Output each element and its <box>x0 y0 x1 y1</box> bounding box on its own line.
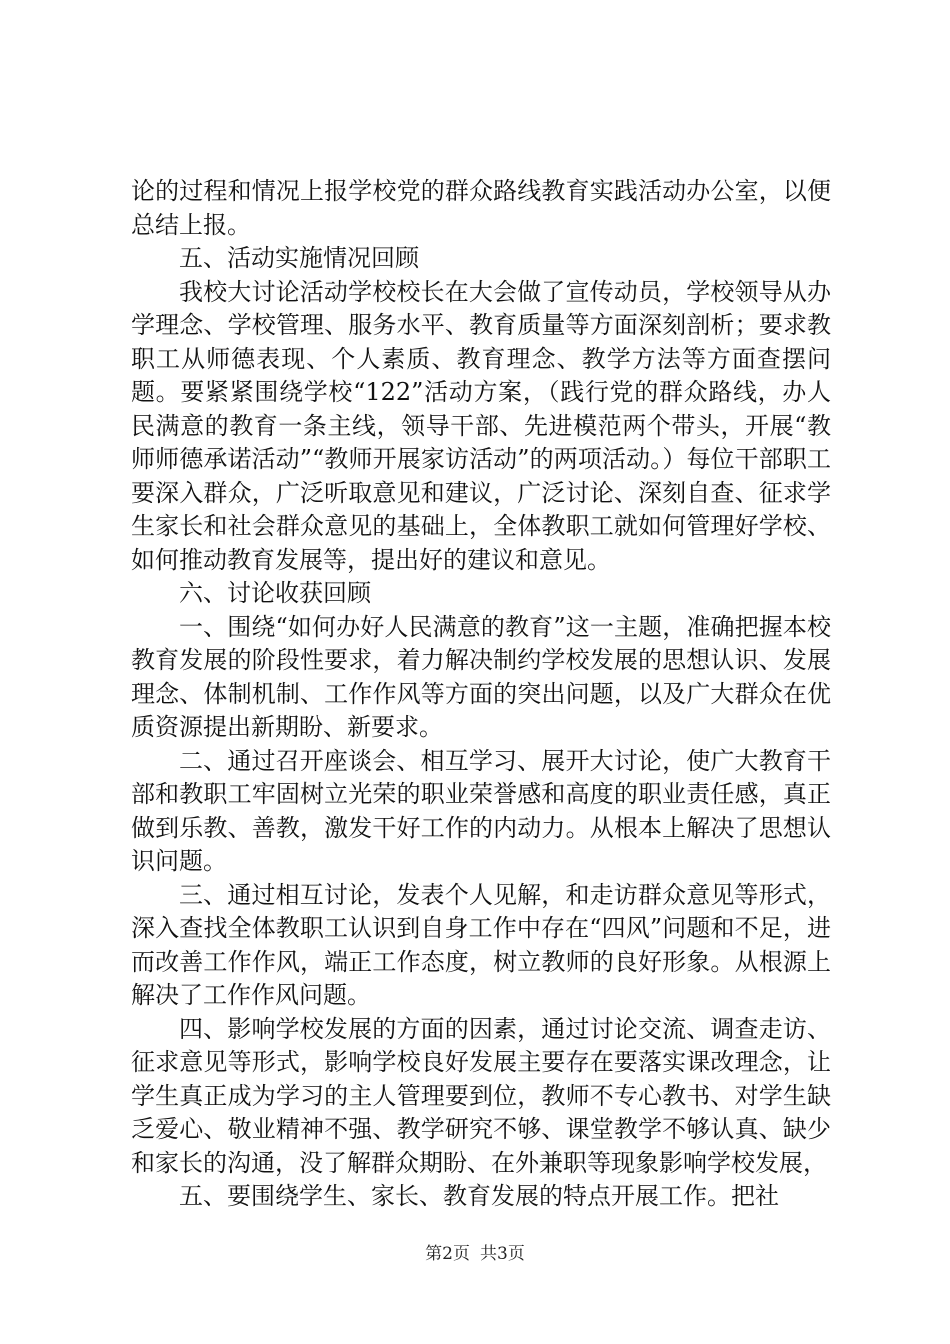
paragraph-item-2: 二、通过召开座谈会、相互学习、展开大讨论，使广大教育干部和教职工牢固树立光荣的职业荣誉感和高度的职业责任感，真正做到乐教、善教，激发干好工作的内动力。从根本上解决了思想认识问题。 <box>131 746 831 875</box>
page-footer <box>0 1243 950 1265</box>
section-heading-5: 五、活动实施情况回顾 <box>179 244 419 272</box>
page-total: 共3页 <box>480 1244 525 1264</box>
paragraph-item-4: 四、影响学校发展的方面的因素，通过讨论交流、调查走访、征求意见等形式，影响学校良好发展主要存在要落实课改理念，让学生真正成为学习的主人管理要到位，教师不专心教书、对学生缺乏爱心、敬业精神不强、教学研究不够、课堂教学不够认真、缺少和家长的沟通，没了解群众期盼、在外兼职等现象影响学校发展， <box>131 1014 831 1177</box>
paragraph-continuation: 论的过程和情况上报学校党的群众路线教育实践活动办公室，以便总结上报。 <box>131 177 831 239</box>
paragraph-item-5: 五、要围绕学生、家长、教育发展的特点开展工作。把社 <box>179 1182 779 1210</box>
section-heading-6: 六、讨论收获回顾 <box>179 579 371 607</box>
page-number: 第2页 <box>425 1244 470 1264</box>
paragraph-activity-review: 我校大讨论活动学校校长在大会做了宣传动员，学校领导从办学理念、学校管理、服务水平、教育质量等方面深刻剖析；要求教职工从师德表现、个人素质、教育理念、教学方法等方面查摆问题。要紧紧围绕学校“122”活动方案，（践行党的群众路线，办人民满意的教育一条主线，领导干部、先进模范两个带头，开展“教师师德承诺活动”“教师开展家访活动”的两项活动。）每位干部职工要深入群众，广泛听取意见和建议，广泛讨论、深刻自查、征求学生家长和社会群众意见的基础上，全体教职工就如何管理好学校、如何推动教育发展等，提出好的建议和意见。 <box>131 277 831 574</box>
paragraph-item-1: 一、围绕“如何办好人民满意的教育”这一主题，准确把握本校教育发展的阶段性要求，着力解决制约学校发展的思想认识、发展理念、体制机制、工作作风等方面的突出问题，以及广大群众在优质资源提出新期盼、新要求。 <box>131 612 831 741</box>
paragraph-item-3: 三、通过相互讨论，发表个人见解，和走访群众意见等形式，深入查找全体教职工认识到自身工作中存在“四风”问题和不足，进而改善工作作风，端正工作态度，树立教师的良好形象。从根源上解决了工作作风问题。 <box>131 880 831 1009</box>
document-body <box>131 175 831 1214</box>
